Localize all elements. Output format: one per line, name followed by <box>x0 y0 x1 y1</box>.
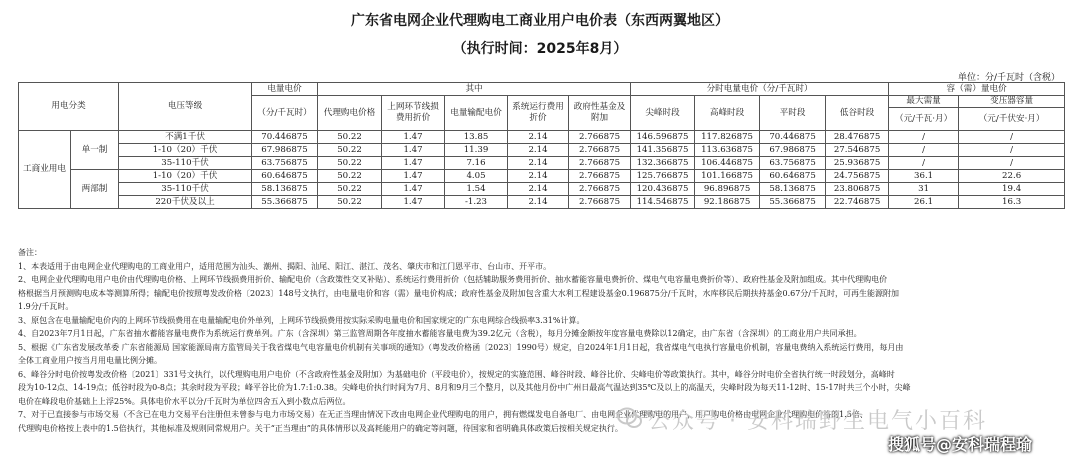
cell-loss: 1.47 <box>382 131 445 144</box>
cell-energy: 58.136875 <box>252 183 318 196</box>
wechat-icon <box>616 404 644 432</box>
header-transformer-unit: （元/千伏安·月） <box>959 108 1065 131</box>
cell-system: 2.14 <box>508 144 569 157</box>
cell-demand: 36.1 <box>889 170 959 183</box>
cell-flat: 70.446875 <box>760 131 826 144</box>
cell-fund: 2.766875 <box>569 144 631 157</box>
header-peak-sharp: 尖峰时段 <box>631 96 695 131</box>
cell-trans: 4.05 <box>445 170 508 183</box>
cell-demand: / <box>889 157 959 170</box>
header-among: 其中 <box>318 83 631 96</box>
cell-peak: 117.826875 <box>695 131 760 144</box>
cell-loss: 1.47 <box>382 183 445 196</box>
header-transmission: 电量输配电价 <box>445 96 508 131</box>
cell-peak: 106.446875 <box>695 157 760 170</box>
cell-energy: 55.366875 <box>252 196 318 209</box>
cell-system: 2.14 <box>508 196 569 209</box>
cell-voltage: 35-110千伏 <box>119 183 252 196</box>
cell-energy: 67.986875 <box>252 144 318 157</box>
cell-energy: 70.446875 <box>252 131 318 144</box>
table-row <box>19 157 1065 170</box>
cell-transformer: 16.3 <box>959 196 1065 209</box>
cell-agency: 50.22 <box>318 183 382 196</box>
header-peak: 高峰时段 <box>695 96 760 131</box>
cell-transformer: / <box>959 157 1065 170</box>
header-energy-price-unit: （分/千瓦时） <box>252 96 318 131</box>
cell-loss: 1.47 <box>382 157 445 170</box>
header-energy-price: 电量电价 <box>252 83 318 96</box>
cell-fund: 2.766875 <box>569 170 631 183</box>
note-line: 电价在峰段电价基础上上浮25%。具体电价水平以分/千瓦时为单位四舍五入到小数点后两位。 <box>18 396 351 406</box>
tariff-table <box>18 82 1065 209</box>
note-line: 4、自2023年7月1日起，广东省抽水蓄能容量电费作为系统运行费单列。广东（含深圳）第三监管周期各年度抽水蓄能容量电费为39.2亿元（含税），每月分摊金额按年度容量电费除以12确定，由广东省（含深圳）的工商业用户共同承担。 <box>18 329 862 338</box>
cell-demand: 26.1 <box>889 196 959 209</box>
cell-agency: 50.22 <box>318 144 382 157</box>
note-line: 段为10-12点、14-19点；低谷时段为0-8点；其余时段为平段；峰平谷比价为1.7:1:0.38。尖峰电价执行时间为7月、8月和9月三个整月，以及其他月份中广州日最高气温达到35℃及以上的高温天，尖峰时段为每天11-12时、15-17时共三个小时，尖峰 <box>18 383 911 392</box>
cell-valley: 27.546875 <box>826 144 889 157</box>
note-line: 全体工商业用户按当月用电量比例分摊。 <box>18 356 162 365</box>
group-label: 工商业用电 <box>19 131 71 209</box>
cell-agency: 50.22 <box>318 170 382 183</box>
cell-transformer: / <box>959 144 1065 157</box>
note-line: 7、对于已直接参与市场交易（不含已在电力交易平台注册但未曾参与电力市场交易）在无正当理由情况下改由电网企业代理购电的用户，拥有燃煤发电自备电厂、由电网企业代理购电的用户，用户购电价格由电网企业代理购电价格的1.5倍、 <box>18 410 868 419</box>
note-line: 3、原包含在电量输配电价内的上网环节线损费用在电量输配电价外单列，上网环节线损费用按实际采购电量电价和国家规定的广东电网综合线损率3.31%计算。 <box>18 315 585 325</box>
cell-fund: 2.766875 <box>569 131 631 144</box>
header-line-loss: 上网环节线损费用折价 <box>382 96 445 131</box>
cell-voltage: 220千伏及以上 <box>119 196 252 209</box>
cell-voltage: 35-110千伏 <box>119 157 252 170</box>
cell-loss: 1.47 <box>382 196 445 209</box>
note-line: 1.9分/千瓦时。 <box>18 302 74 311</box>
subgroup-two-part: 两部制 <box>71 170 119 209</box>
header-row-1 <box>19 83 1065 96</box>
cell-peak: 113.636875 <box>695 144 760 157</box>
unit-label: 单位：分/千瓦时（含税） <box>957 73 1060 83</box>
cell-trans: 11.39 <box>445 144 508 157</box>
cell-demand: / <box>889 131 959 144</box>
cell-valley: 22.746875 <box>826 196 889 209</box>
cell-sharp: 132.366875 <box>631 157 695 170</box>
note-line: 6、峰谷分时电价按粤发改价格〔2021〕331号文执行，以代理购电用户电价（不含政府性基金及附加）为基础电价（平段电价），按规定的实施范围、峰谷时段、峰谷比价、尖峰电价等政策执行。其中，峰谷分时电价全省执行统一时段划分，高峰时 <box>18 369 895 379</box>
cell-trans: 13.85 <box>445 131 508 144</box>
table-row <box>19 196 1065 209</box>
cell-transformer: 22.6 <box>959 170 1065 183</box>
subgroup-single: 单一制 <box>71 131 119 170</box>
header-capacity: 容（需）量电价 <box>889 83 1065 96</box>
header-flat: 平时段 <box>760 96 826 131</box>
cell-loss: 1.47 <box>382 144 445 157</box>
cell-sharp: 114.546875 <box>631 196 695 209</box>
cell-sharp: 125.766875 <box>631 170 695 183</box>
cell-flat: 63.756875 <box>760 157 826 170</box>
cell-system: 2.14 <box>508 157 569 170</box>
cell-sharp: 120.436875 <box>631 183 695 196</box>
table-row <box>19 170 1065 183</box>
table-row <box>19 183 1065 196</box>
cell-valley: 25.936875 <box>826 157 889 170</box>
cell-transformer: 19.4 <box>959 183 1065 196</box>
cell-trans: 7.16 <box>445 157 508 170</box>
cell-voltage: 不满1千伏 <box>119 131 252 144</box>
header-agency-price: 代理购电价格 <box>318 96 382 131</box>
header-voltage: 电压等级 <box>119 83 252 131</box>
cell-flat: 60.646875 <box>760 170 826 183</box>
cell-sharp: 141.356875 <box>631 144 695 157</box>
watermark-text: 公众号 · 安科瑞野生电气小百科 <box>648 409 987 434</box>
cell-valley: 24.756875 <box>826 170 889 183</box>
header-valley: 低谷时段 <box>826 96 889 131</box>
header-system-cost: 系统运行费用折价 <box>508 96 569 131</box>
header-max-demand-unit: （元/千瓦·月） <box>889 108 959 131</box>
cell-fund: 2.766875 <box>569 183 631 196</box>
cell-valley: 28.476875 <box>826 131 889 144</box>
cell-flat: 67.986875 <box>760 144 826 157</box>
cell-agency: 50.22 <box>318 131 382 144</box>
cell-system: 2.14 <box>508 183 569 196</box>
cell-fund: 2.766875 <box>569 157 631 170</box>
cell-agency: 50.22 <box>318 157 382 170</box>
header-tou: 分时电量电价（分/千瓦时） <box>631 83 889 96</box>
cell-peak: 101.166875 <box>695 170 760 183</box>
cell-demand: 31 <box>889 183 959 196</box>
notes-heading: 备注： <box>18 248 42 257</box>
cell-agency: 50.22 <box>318 196 382 209</box>
cell-fund: 2.766875 <box>569 196 631 209</box>
cell-flat: 55.366875 <box>760 196 826 209</box>
cell-valley: 23.806875 <box>826 183 889 196</box>
note-line: 代理购电价格按上表中的1.5倍执行，其他标准及规则同常规用户。关于“正当理由”的具体情形以及高耗能用户的确定等问题，待国家和省明确具体政策后按相关规定执行。 <box>18 423 623 433</box>
note-line: 2、电网企业代理购电用户电价由代理购电价格、上网环节线损费用折价、输配电价（含政策性交叉补贴）、系统运行费用折价（包括辅助服务费用折价、抽水蓄能容量电费折价、煤电气电容量电费折价等）、政府性基金及附加组成。其中代理购电价 <box>18 275 888 284</box>
note-line: 1、本表适用于由电网企业代理购电的工商业用户，适用范围为汕头、潮州、揭阳、汕尾、阳江、湛江、茂名、肇庆市和江门恩平市、台山市、开平市。 <box>18 261 552 271</box>
cell-voltage: 1-10（20）千伏 <box>119 144 252 157</box>
page-subtitle: （执行时间：2025年8月） <box>452 41 628 57</box>
cell-transformer: / <box>959 131 1065 144</box>
page-title: 广东省电网企业代理购电工商业用户电价表（东西两翼地区） <box>351 13 729 29</box>
cell-energy: 60.646875 <box>252 170 318 183</box>
table-row <box>19 131 1065 144</box>
note-line: 格根据当月预测购电成本等测算所得；输配电价按照粤发改价格〔2023〕148号文执行，由电量电价和容（需）量电价构成；政府性基金及附加包含重大水利工程建设基金0.196875分/千瓦时，水库移民后期扶持基金0.67分/千瓦时，可再生能源附加 <box>18 288 899 298</box>
cell-loss: 1.47 <box>382 170 445 183</box>
cell-demand: / <box>889 144 959 157</box>
cell-system: 2.14 <box>508 170 569 183</box>
cell-sharp: 146.596875 <box>631 131 695 144</box>
sohu-brand: 搜狐号@安科瑞程瑜 <box>888 435 1033 454</box>
cell-peak: 92.186875 <box>695 196 760 209</box>
cell-energy: 63.756875 <box>252 157 318 170</box>
cell-peak: 96.896875 <box>695 183 760 196</box>
cell-flat: 58.136875 <box>760 183 826 196</box>
header-category: 用电分类 <box>19 83 119 131</box>
table-row <box>19 144 1065 157</box>
header-max-demand: 最大需量 <box>889 96 959 108</box>
cell-trans: -1.23 <box>445 196 508 209</box>
cell-system: 2.14 <box>508 131 569 144</box>
header-gov-fund: 政府性基金及附加 <box>569 96 631 131</box>
cell-voltage: 1-10（20）千伏 <box>119 170 252 183</box>
cell-trans: 1.54 <box>445 183 508 196</box>
note-line: 5、根据《广东省发展改革委 广东省能源局 国家能源局南方监管局关于我省煤电气电容量电价机制有关事项的通知》（粤发改价格函〔2023〕1990号）规定，自2024年1月1日起，我省煤电气电执行容量电价机制，容量电费纳入系统运行费用，每月由 <box>18 342 904 352</box>
header-transformer: 变压器容量 <box>959 96 1065 108</box>
